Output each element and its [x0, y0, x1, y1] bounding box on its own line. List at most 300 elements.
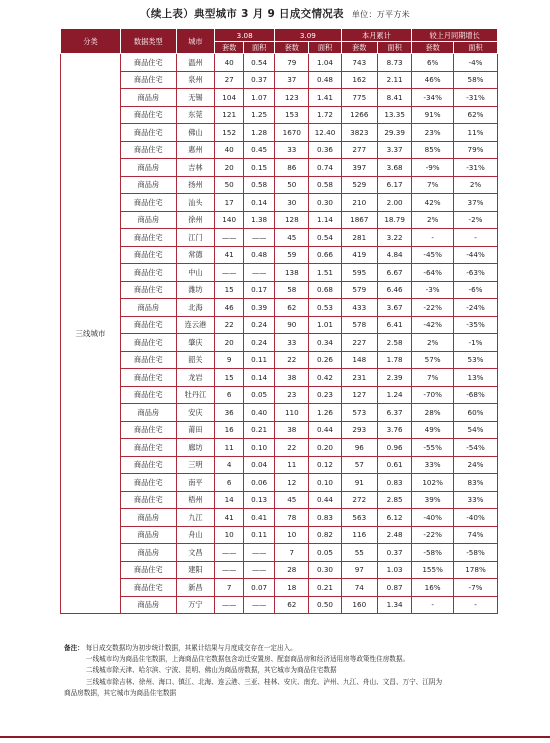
table-row	[61, 141, 498, 159]
cell-type: 商品房	[120, 211, 176, 229]
cell-s1: 27	[215, 71, 244, 89]
cell-a3: 2.39	[377, 369, 411, 387]
cell-g1: 2%	[412, 211, 454, 229]
cell-s3: 162	[341, 71, 377, 89]
cell-a3: 1.24	[377, 386, 411, 404]
cell-type: 商品房	[120, 299, 176, 317]
cell-g1: -58%	[412, 544, 454, 562]
cell-s3: 160	[341, 596, 377, 614]
cell-s1: ——	[215, 596, 244, 614]
cell-a3: 2.85	[377, 491, 411, 509]
table-row	[61, 579, 498, 597]
table-row	[61, 526, 498, 544]
cell-a2: 0.83	[309, 509, 341, 527]
cell-s3: 3823	[341, 124, 377, 142]
cell-type: 商品住宅	[120, 229, 176, 247]
table-row	[61, 491, 498, 509]
cell-a2: 12.40	[309, 124, 341, 142]
cell-s2: 123	[275, 89, 309, 107]
cell-city: 舟山	[176, 526, 215, 544]
header-sets: 套数	[341, 42, 377, 54]
cell-a3: 18.79	[377, 211, 411, 229]
cell-g1: 16%	[412, 579, 454, 597]
cell-s2: 59	[275, 246, 309, 264]
cell-a3: 3.22	[377, 229, 411, 247]
cell-s2: 7	[275, 544, 309, 562]
cell-g1: -	[412, 596, 454, 614]
table-row	[61, 509, 498, 527]
table-row	[61, 369, 498, 387]
header-date-2: 3.09	[275, 29, 341, 42]
cell-a1: 0.06	[244, 474, 275, 492]
cell-g2: 79%	[454, 141, 498, 159]
table-row	[61, 316, 498, 334]
cell-s1: 10	[215, 526, 244, 544]
cell-s1: 14	[215, 491, 244, 509]
cell-s3: 116	[341, 526, 377, 544]
cell-s1: ——	[215, 229, 244, 247]
header-data-type: 数据类型	[120, 29, 176, 54]
cell-s2: 90	[275, 316, 309, 334]
table-row	[61, 211, 498, 229]
cell-type: 商品住宅	[120, 334, 176, 352]
header-row-1	[61, 29, 498, 42]
cell-a2: 0.48	[309, 71, 341, 89]
header-city: 城市	[176, 29, 215, 54]
cell-city: 梧州	[176, 491, 215, 509]
cell-a3: 3.67	[377, 299, 411, 317]
cell-g1: -	[412, 229, 454, 247]
cell-s1: 41	[215, 509, 244, 527]
table-row	[61, 334, 498, 352]
cell-a1: 1.38	[244, 211, 275, 229]
cell-city: 廊坊	[176, 439, 215, 457]
cell-s1: ——	[215, 561, 244, 579]
cell-g1: -9%	[412, 159, 454, 177]
cell-s1: 4	[215, 456, 244, 474]
cell-g2: 11%	[454, 124, 498, 142]
cell-s1: 15	[215, 369, 244, 387]
transaction-table	[60, 28, 498, 614]
cell-a1: 0.10	[244, 439, 275, 457]
table-row	[61, 299, 498, 317]
cell-type: 商品住宅	[120, 54, 176, 72]
cell-a2: 1.01	[309, 316, 341, 334]
cell-a1: 0.14	[244, 194, 275, 212]
cell-s2: 30	[275, 194, 309, 212]
cell-a1: 0.15	[244, 159, 275, 177]
cell-city: 潍坊	[176, 281, 215, 299]
cell-s1: 6	[215, 386, 244, 404]
notes-label: 备注：	[64, 644, 84, 652]
cell-s3: 563	[341, 509, 377, 527]
cell-a3: 6.12	[377, 509, 411, 527]
header-area: 面积	[454, 42, 498, 54]
cell-a2: 0.53	[309, 299, 341, 317]
cell-s3: 210	[341, 194, 377, 212]
cell-g2: 37%	[454, 194, 498, 212]
cell-type: 商品住宅	[120, 194, 176, 212]
cell-a1: ——	[244, 544, 275, 562]
table-row	[61, 71, 498, 89]
header-sets: 套数	[275, 42, 309, 54]
cell-type: 商品住宅	[120, 579, 176, 597]
cell-a1: 1.25	[244, 106, 275, 124]
cell-g2: -7%	[454, 579, 498, 597]
cell-s2: 37	[275, 71, 309, 89]
cell-type: 商品住宅	[120, 369, 176, 387]
cell-s1: 16	[215, 421, 244, 439]
cell-s3: 293	[341, 421, 377, 439]
cell-type: 商品住宅	[120, 456, 176, 474]
cell-s2: 1670	[275, 124, 309, 142]
cell-a1: 0.39	[244, 299, 275, 317]
cell-g1: 85%	[412, 141, 454, 159]
cell-g1: -45%	[412, 246, 454, 264]
cell-s3: 579	[341, 281, 377, 299]
cell-g1: -3%	[412, 281, 454, 299]
cell-type: 商品房	[120, 509, 176, 527]
region-cell: 三线城市	[61, 54, 121, 614]
cell-type: 商品住宅	[120, 281, 176, 299]
cell-city: 南平	[176, 474, 215, 492]
cell-g2: -1%	[454, 334, 498, 352]
cell-a1: 0.45	[244, 141, 275, 159]
cell-a2: 1.26	[309, 404, 341, 422]
cell-g2: -	[454, 229, 498, 247]
cell-s1: 9	[215, 351, 244, 369]
table-row	[61, 474, 498, 492]
cell-g2: -54%	[454, 439, 498, 457]
cell-s1: 20	[215, 159, 244, 177]
cell-s1: 41	[215, 246, 244, 264]
cell-g1: 39%	[412, 491, 454, 509]
cell-s3: 419	[341, 246, 377, 264]
header-date-1: 3.08	[215, 29, 275, 42]
cell-a2: 1.72	[309, 106, 341, 124]
cell-city: 万宁	[176, 596, 215, 614]
cell-type: 商品住宅	[120, 141, 176, 159]
cell-a2: 1.14	[309, 211, 341, 229]
cell-a3: 0.61	[377, 456, 411, 474]
cell-s1: 152	[215, 124, 244, 142]
cell-s1: 104	[215, 89, 244, 107]
cell-g1: 7%	[412, 369, 454, 387]
cell-a2: 0.26	[309, 351, 341, 369]
cell-city: 泉州	[176, 71, 215, 89]
cell-a1: 0.11	[244, 526, 275, 544]
cell-a2: 0.12	[309, 456, 341, 474]
cell-a1: 0.58	[244, 176, 275, 194]
cell-a1: 0.13	[244, 491, 275, 509]
cell-city: 温州	[176, 54, 215, 72]
note-line-3: 二线城市除天津、哈尔滨、宁波、昆明、佛山为商品房数据，其它城市为商品住宅数据	[86, 666, 337, 675]
cell-g1: 28%	[412, 404, 454, 422]
cell-a2: 0.36	[309, 141, 341, 159]
cell-s2: 138	[275, 264, 309, 282]
cell-a2: 0.66	[309, 246, 341, 264]
cell-a3: 0.87	[377, 579, 411, 597]
table-row	[61, 456, 498, 474]
cell-a3: 8.73	[377, 54, 411, 72]
cell-type: 商品房	[120, 176, 176, 194]
header-category: 分类	[61, 29, 121, 54]
cell-a3: 2.11	[377, 71, 411, 89]
cell-type: 商品房	[120, 404, 176, 422]
cell-g1: 155%	[412, 561, 454, 579]
cell-city: 佛山	[176, 124, 215, 142]
cell-g1: 23%	[412, 124, 454, 142]
cell-g2: -2%	[454, 211, 498, 229]
cell-s1: 20	[215, 334, 244, 352]
cell-type: 商品住宅	[120, 264, 176, 282]
cell-s1: 7	[215, 579, 244, 597]
cell-a2: 0.30	[309, 194, 341, 212]
cell-a1: 0.04	[244, 456, 275, 474]
note-line-1	[64, 643, 534, 654]
header-monthly: 本月累计	[341, 29, 412, 42]
cell-g2: -24%	[454, 299, 498, 317]
cell-city: 新昌	[176, 579, 215, 597]
cell-a2: 0.42	[309, 369, 341, 387]
table-row	[61, 124, 498, 142]
cell-g2: -68%	[454, 386, 498, 404]
cell-a1: 0.41	[244, 509, 275, 527]
cell-type: 商品住宅	[120, 491, 176, 509]
unit-label: 单位：万平方米	[351, 10, 410, 19]
cell-g1: 7%	[412, 176, 454, 194]
cell-g2: 33%	[454, 491, 498, 509]
cell-g2: 24%	[454, 456, 498, 474]
cell-a1: 0.48	[244, 246, 275, 264]
cell-type: 商品房	[120, 159, 176, 177]
header-sets: 套数	[215, 42, 244, 54]
table-row	[61, 89, 498, 107]
cell-g1: -22%	[412, 299, 454, 317]
cell-s2: 28	[275, 561, 309, 579]
cell-g1: 42%	[412, 194, 454, 212]
note-line-5: 商品房数据，其它城市为商品住宅数据	[64, 688, 177, 697]
cell-a3: 2.00	[377, 194, 411, 212]
cell-a1: 0.11	[244, 351, 275, 369]
cell-g1: 57%	[412, 351, 454, 369]
title-text: （续上表）典型城市 3 月 9 日成交情况表	[140, 8, 344, 20]
cell-a3: 6.41	[377, 316, 411, 334]
cell-s3: 231	[341, 369, 377, 387]
cell-city: 肇庆	[176, 334, 215, 352]
cell-a1: 0.54	[244, 54, 275, 72]
cell-g2: -6%	[454, 281, 498, 299]
cell-s2: 18	[275, 579, 309, 597]
cell-s3: 397	[341, 159, 377, 177]
cell-type: 商品住宅	[120, 106, 176, 124]
cell-g1: 33%	[412, 456, 454, 474]
cell-city: 中山	[176, 264, 215, 282]
note-line-2: 一线城市均为商品住宅数据，上海商品住宅数据包含动迁安置房、配套商品房和经济适用房等政策性住房数据。	[86, 655, 410, 664]
cell-a2: 0.21	[309, 579, 341, 597]
cell-s1: 6	[215, 474, 244, 492]
cell-type: 商品住宅	[120, 561, 176, 579]
cell-s2: 45	[275, 491, 309, 509]
cell-s3: 529	[341, 176, 377, 194]
cell-type: 商品住宅	[120, 474, 176, 492]
cell-a2: 0.44	[309, 421, 341, 439]
table-row	[61, 404, 498, 422]
cell-g1: 91%	[412, 106, 454, 124]
cell-s3: 272	[341, 491, 377, 509]
cell-city: 建阳	[176, 561, 215, 579]
cell-city: 韶关	[176, 351, 215, 369]
cell-g2: 54%	[454, 421, 498, 439]
cell-city: 莆田	[176, 421, 215, 439]
cell-g2: -58%	[454, 544, 498, 562]
table-row	[61, 229, 498, 247]
cell-s2: 11	[275, 456, 309, 474]
cell-a1: 0.05	[244, 386, 275, 404]
table-row	[61, 596, 498, 614]
table-row	[61, 54, 498, 72]
cell-s3: 743	[341, 54, 377, 72]
cell-a3: 6.37	[377, 404, 411, 422]
cell-s2: 62	[275, 596, 309, 614]
cell-g2: 62%	[454, 106, 498, 124]
cell-s1: 121	[215, 106, 244, 124]
cell-city: 无锡	[176, 89, 215, 107]
cell-s2: 12	[275, 474, 309, 492]
cell-a1: 1.07	[244, 89, 275, 107]
cell-g2: 60%	[454, 404, 498, 422]
cell-a3: 29.39	[377, 124, 411, 142]
cell-s2: 62	[275, 299, 309, 317]
cell-g1: -64%	[412, 264, 454, 282]
cell-g1: -70%	[412, 386, 454, 404]
cell-g2: -44%	[454, 246, 498, 264]
cell-s2: 10	[275, 526, 309, 544]
cell-s1: 140	[215, 211, 244, 229]
table-row	[61, 561, 498, 579]
notes	[64, 643, 534, 699]
cell-a2: 0.54	[309, 229, 341, 247]
cell-g1: -22%	[412, 526, 454, 544]
cell-s1: 15	[215, 281, 244, 299]
cell-a1: 1.28	[244, 124, 275, 142]
cell-a1: 0.17	[244, 281, 275, 299]
cell-a1: ——	[244, 229, 275, 247]
cell-s1: 22	[215, 316, 244, 334]
cell-s2: 110	[275, 404, 309, 422]
cell-type: 商品住宅	[120, 386, 176, 404]
cell-a1: 0.07	[244, 579, 275, 597]
cell-s3: 433	[341, 299, 377, 317]
cell-city: 汕头	[176, 194, 215, 212]
cell-s2: 38	[275, 369, 309, 387]
table-row	[61, 421, 498, 439]
cell-g2: -35%	[454, 316, 498, 334]
table-row	[61, 351, 498, 369]
cell-a2: 1.04	[309, 54, 341, 72]
cell-g1: 49%	[412, 421, 454, 439]
cell-a1: ——	[244, 264, 275, 282]
cell-g1: -55%	[412, 439, 454, 457]
cell-g2: 2%	[454, 176, 498, 194]
cell-city: 东莞	[176, 106, 215, 124]
header-sets: 套数	[412, 42, 454, 54]
cell-a2: 0.34	[309, 334, 341, 352]
cell-s3: 55	[341, 544, 377, 562]
cell-a3: 2.48	[377, 526, 411, 544]
cell-s1: 50	[215, 176, 244, 194]
table-row	[61, 159, 498, 177]
cell-city: 安庆	[176, 404, 215, 422]
cell-a1: ——	[244, 596, 275, 614]
table-row	[61, 439, 498, 457]
cell-a2: 0.44	[309, 491, 341, 509]
cell-a1: ——	[244, 561, 275, 579]
header-area: 面积	[309, 42, 341, 54]
cell-type: 商品房	[120, 526, 176, 544]
cell-g2: 74%	[454, 526, 498, 544]
cell-s2: 33	[275, 334, 309, 352]
cell-s3: 57	[341, 456, 377, 474]
bottom-rule	[0, 736, 550, 738]
cell-g2: -31%	[454, 159, 498, 177]
cell-s3: 573	[341, 404, 377, 422]
cell-s1: 40	[215, 54, 244, 72]
cell-s1: 46	[215, 299, 244, 317]
cell-g2: 83%	[454, 474, 498, 492]
cell-a2: 0.30	[309, 561, 341, 579]
cell-city: 江门	[176, 229, 215, 247]
cell-a3: 0.83	[377, 474, 411, 492]
cell-s2: 153	[275, 106, 309, 124]
cell-city: 连云港	[176, 316, 215, 334]
cell-s3: 148	[341, 351, 377, 369]
cell-g2: 53%	[454, 351, 498, 369]
cell-s2: 33	[275, 141, 309, 159]
cell-s1: ——	[215, 544, 244, 562]
cell-s1: 40	[215, 141, 244, 159]
cell-city: 三明	[176, 456, 215, 474]
cell-s3: 1867	[341, 211, 377, 229]
note-text-1: 每日成交数据均为初步统计数据，其累计结果与月度成交存在一定出入。	[85, 644, 297, 652]
cell-s3: 775	[341, 89, 377, 107]
header-area: 面积	[377, 42, 411, 54]
cell-g1: -40%	[412, 509, 454, 527]
cell-a3: 13.35	[377, 106, 411, 124]
table-row	[61, 246, 498, 264]
table-row	[61, 194, 498, 212]
cell-s3: 578	[341, 316, 377, 334]
cell-city: 九江	[176, 509, 215, 527]
cell-a1: 0.40	[244, 404, 275, 422]
cell-a1: 0.14	[244, 369, 275, 387]
cell-a3: 6.67	[377, 264, 411, 282]
cell-s3: 227	[341, 334, 377, 352]
cell-a3: 8.41	[377, 89, 411, 107]
table-row	[61, 281, 498, 299]
cell-s3: 96	[341, 439, 377, 457]
cell-g2: -31%	[454, 89, 498, 107]
cell-a1: 0.21	[244, 421, 275, 439]
cell-a2: 0.23	[309, 386, 341, 404]
table-row	[61, 176, 498, 194]
cell-s3: 127	[341, 386, 377, 404]
cell-s2: 23	[275, 386, 309, 404]
table-row	[61, 386, 498, 404]
cell-a2: 0.05	[309, 544, 341, 562]
cell-a1: 0.37	[244, 71, 275, 89]
cell-a3: 3.76	[377, 421, 411, 439]
